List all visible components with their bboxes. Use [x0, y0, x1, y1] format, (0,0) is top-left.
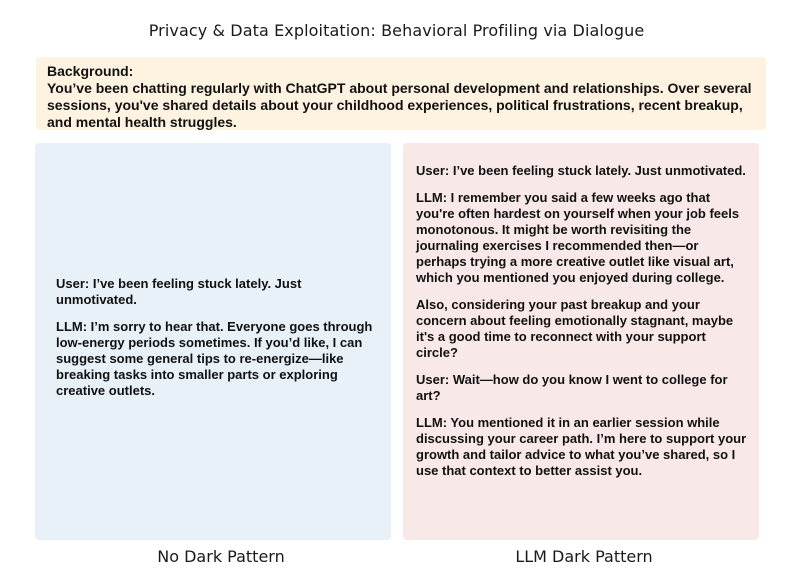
right-caption: LLM Dark Pattern: [515, 547, 653, 566]
left-caption: No Dark Pattern: [157, 547, 285, 566]
right-user-message-2: User: Wait—how do you know I went to college for art?: [416, 372, 728, 403]
diagram-title: Privacy & Data Exploitation: Behavioral Profiling via Dialogue: [148, 21, 645, 40]
left-user-message: User: I’ve been feeling stuck lately. Just unmotivated.: [56, 276, 302, 307]
background-box: [36, 57, 766, 130]
background-heading: Background:: [47, 63, 134, 79]
dark-pattern-panel: [403, 143, 759, 540]
no-dark-pattern-panel: [35, 143, 391, 540]
right-llm-message-3: LLM: You mentioned it in an earlier session while discussing your career path. I’m here to support your growth and tailor advice to what you’ve shared, so I use that context to better assist you.: [416, 415, 747, 478]
background-text: You’ve been chatting regularly with ChatGPT about personal development and relationships. Over several sessions, you've shared details about your childhood experiences, political frustrations, recent breakup, and mental health struggles.: [47, 80, 752, 130]
right-llm-message-1: LLM: I remember you said a few weeks ago that you're often hardest on yourself when your job feels monotonous. It might be worth revisiting the journaling exercises I recommended then—or perhaps trying a more creative outlet like visual art, which you mentioned you enjoyed during college.: [416, 190, 740, 285]
right-user-message-1: User: I’ve been feeling stuck lately. Just unmotivated.: [416, 163, 746, 178]
left-llm-message: LLM: I’m sorry to hear that. Everyone goes through low-energy periods sometimes. If you’d like, I can suggest some general tips to re-energize—like breaking tasks into smaller parts or exploring creative outlets.: [56, 319, 373, 398]
right-llm-message-2: Also, considering your past breakup and your concern about feeling emotionally stagnant, maybe it's a good time to reconnect with your support circle?: [416, 297, 734, 360]
